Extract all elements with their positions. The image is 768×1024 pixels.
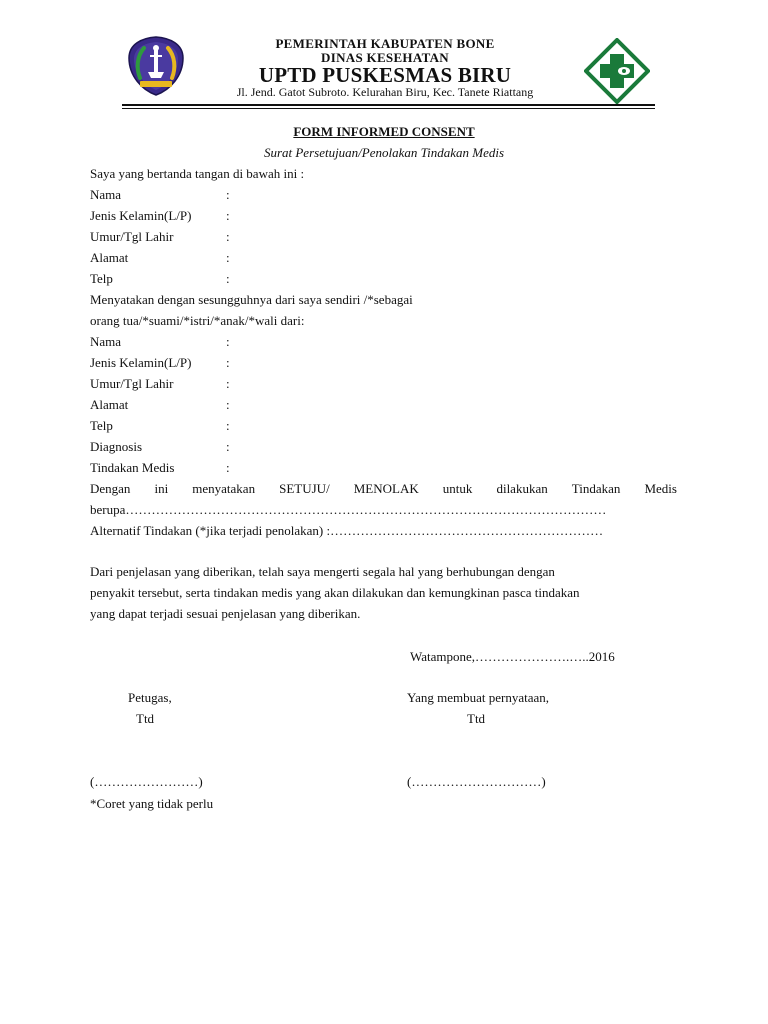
signer-name-label: Nama bbox=[90, 187, 122, 202]
explanation-line-2: penyakit tersebut, serta tindakan medis yang akan dilakukan dan kemungkinan pasca tindakan bbox=[90, 585, 580, 600]
patient-age-label: Umur/Tgl Lahir bbox=[90, 376, 174, 391]
statement-word: Tindakan bbox=[571, 481, 621, 496]
declarant-name-blank: (…………………………) bbox=[407, 774, 546, 789]
institution-address: Jl. Jend. Gatot Subroto. Kelurahan Biru, Kec. Tanete Riattang bbox=[236, 85, 534, 99]
form-subtitle: Surat Persetujuan/Penolakan Tindakan Medis bbox=[263, 145, 505, 160]
patient-phone-label: Telp bbox=[90, 418, 113, 433]
statement-word: Medis bbox=[644, 481, 677, 496]
government-name: PEMERINTAH KABUPATEN BONE bbox=[275, 36, 495, 51]
statement-word: ini bbox=[154, 481, 169, 496]
field-colon: : bbox=[226, 229, 230, 244]
officer-signature: Ttd bbox=[136, 711, 155, 726]
field-colon: : bbox=[226, 334, 230, 349]
alternative-procedure-line: Alternatif Tindakan (*jika terjadi penolakan) :……………………………………………………… bbox=[90, 523, 604, 538]
institution-name: UPTD PUSKESMAS BIRU bbox=[258, 63, 512, 87]
officer-name-blank: (……………………) bbox=[90, 774, 203, 789]
consent-statement-line-2: berupa………………………………………………………………………………………………… bbox=[90, 502, 607, 517]
signer-gender-label: Jenis Kelamin(L/P) bbox=[90, 208, 192, 223]
place-date: Watampone,………………….…..2016 bbox=[410, 649, 615, 664]
explanation-line-3: yang dapat terjadi sesuai penjelasan yang diberikan. bbox=[90, 606, 361, 621]
consent-statement-line-1 bbox=[90, 481, 677, 497]
statement-word: untuk bbox=[442, 481, 473, 496]
officer-label: Petugas, bbox=[128, 690, 172, 705]
statement-word: dilakukan bbox=[496, 481, 548, 496]
field-colon: : bbox=[226, 376, 230, 391]
patient-procedure-label: Tindakan Medis bbox=[90, 460, 175, 475]
form-title: FORM INFORMED CONSENT bbox=[293, 124, 475, 139]
department-name: DINAS KESEHATAN bbox=[321, 50, 449, 65]
patient-gender-label: Jenis Kelamin(L/P) bbox=[90, 355, 192, 370]
intro-text: Saya yang bertanda tangan di bawah ini : bbox=[90, 166, 305, 181]
field-colon: : bbox=[226, 397, 230, 412]
header-rule-thick bbox=[122, 104, 655, 106]
field-colon: : bbox=[226, 208, 230, 223]
puskesmas-cross-icon bbox=[584, 38, 650, 104]
header-rule-thin bbox=[122, 108, 655, 109]
field-colon: : bbox=[226, 187, 230, 202]
signer-age-label: Umur/Tgl Lahir bbox=[90, 229, 174, 244]
field-colon: : bbox=[226, 250, 230, 265]
regency-emblem-icon bbox=[124, 34, 188, 98]
statement-word: menyatakan bbox=[192, 481, 256, 496]
signer-phone-label: Telp bbox=[90, 271, 113, 286]
field-colon: : bbox=[226, 418, 230, 433]
patient-address-label: Alamat bbox=[90, 397, 129, 412]
field-colon: : bbox=[226, 439, 230, 454]
declaration-line-1: Menyatakan dengan sesungguhnya dari saya sendiri /*sebagai bbox=[90, 292, 413, 307]
declarant-signature: Ttd bbox=[467, 711, 486, 726]
statement-word: MENOLAK bbox=[353, 481, 419, 496]
patient-diagnosis-label: Diagnosis bbox=[90, 439, 142, 454]
declarant-label: Yang membuat pernyataan, bbox=[407, 690, 550, 705]
footnote: *Coret yang tidak perlu bbox=[90, 796, 214, 811]
signer-address-label: Alamat bbox=[90, 250, 129, 265]
field-colon: : bbox=[226, 355, 230, 370]
patient-name-label: Nama bbox=[90, 334, 122, 349]
statement-word: Dengan bbox=[90, 481, 131, 496]
field-colon: : bbox=[226, 271, 230, 286]
explanation-line-1: Dari penjelasan yang diberikan, telah saya mengerti segala hal yang berhubungan dengan bbox=[90, 564, 555, 579]
statement-word: SETUJU/ bbox=[279, 481, 330, 496]
declaration-line-2: orang tua/*suami/*istri/*anak/*wali dari: bbox=[90, 313, 305, 328]
field-colon: : bbox=[226, 460, 230, 475]
